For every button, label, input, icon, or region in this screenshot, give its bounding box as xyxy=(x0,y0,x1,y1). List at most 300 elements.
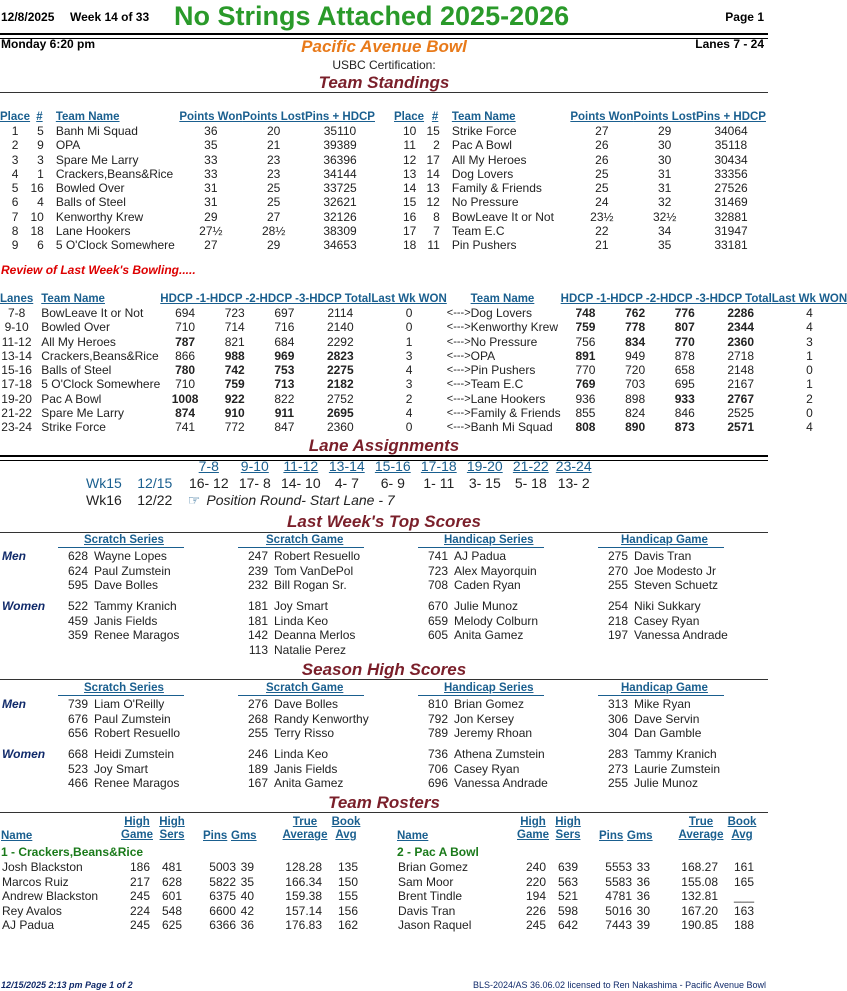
points-lost-cell: 30 xyxy=(658,138,672,153)
score-value: 810 xyxy=(427,697,448,711)
team-name-cell: BowLeave It or Not xyxy=(451,209,554,224)
team-num-cell: 8 xyxy=(433,209,440,224)
hdcp-total-cell: 2286 xyxy=(727,306,755,320)
page-number: Page 1 xyxy=(725,10,764,24)
bowler-name: Wayne Lopes xyxy=(94,549,167,563)
points-lost-cell: 31 xyxy=(658,181,672,196)
team-name-cell: Crackers,Beans&Rice xyxy=(41,348,159,363)
high-series: 481 xyxy=(161,860,182,874)
team-name-cell: OPA xyxy=(470,348,496,363)
score-value: 741 xyxy=(427,549,448,563)
league-title: No Strings Attached 2025-2026 xyxy=(174,1,570,31)
pointing-hand-icon: ☞ xyxy=(187,492,201,508)
player-name: Jason Raquel xyxy=(398,918,472,933)
score-value: 656 xyxy=(67,726,88,740)
roster-col-header: Name xyxy=(1,830,33,842)
score-value: 708 xyxy=(427,578,448,592)
hdcp-total-cell: 2695 xyxy=(326,406,354,421)
lane-pair-header: 17-18 xyxy=(420,458,457,474)
week-label: Wk15 xyxy=(86,475,122,491)
roster-col-header: Pins xyxy=(599,830,624,842)
score-entry xyxy=(422,564,537,579)
vs-arrow: <---> xyxy=(446,392,471,405)
score-value: 247 xyxy=(247,549,268,563)
last-won-cell: 0 xyxy=(806,363,813,378)
score-entry xyxy=(602,578,718,593)
score-col-underline xyxy=(598,695,724,696)
score-entry xyxy=(602,776,698,791)
team-name-cell: All My Heroes xyxy=(451,152,527,167)
points-won-cell: 29 xyxy=(204,209,218,224)
points-won-cell: 31 xyxy=(204,181,218,196)
bowler-name: Athena Zumstein xyxy=(454,747,545,761)
team-num-cell: 14 xyxy=(426,166,440,181)
review-table xyxy=(0,278,847,435)
book-average: 135 xyxy=(337,860,358,874)
pins-hdcp-cell: 34144 xyxy=(323,166,357,181)
team-name-cell: All My Heroes xyxy=(41,334,116,349)
hdcp-3-cell: 822 xyxy=(274,391,295,406)
rosters-divider xyxy=(0,812,768,813)
col-team-name: Team Name xyxy=(470,293,535,305)
score-value: 268 xyxy=(247,711,268,726)
team-num-cell: 18 xyxy=(30,224,44,239)
men-label: Men xyxy=(2,697,26,711)
score-col-underline xyxy=(238,695,364,696)
player-name: Davis Tran xyxy=(398,903,456,918)
review-row xyxy=(0,392,847,406)
matchup-cell: 14- 10 xyxy=(280,475,321,491)
bowler-name: Steven Schuetz xyxy=(634,578,719,592)
last-won-cell: 1 xyxy=(405,334,413,349)
hdcp-2-cell: 703 xyxy=(625,377,646,392)
hdcp-total-cell: 2148 xyxy=(727,363,755,378)
hdcp-3-cell: 846 xyxy=(674,406,695,421)
hdcp-3-cell: 873 xyxy=(674,420,695,435)
bowler-name: Caden Ryan xyxy=(454,578,521,592)
team-num-cell: 7 xyxy=(433,224,440,239)
score-entry xyxy=(602,747,717,762)
col-hdcp-2: HDCP -2- xyxy=(209,293,260,305)
score-value: 595 xyxy=(67,578,88,592)
score-entry xyxy=(422,549,506,564)
col-place: Place xyxy=(394,111,425,123)
score-value: 255 xyxy=(607,776,628,790)
games: 36 xyxy=(240,918,254,933)
score-value: 254 xyxy=(607,599,628,613)
hdcp-1-cell: 1008 xyxy=(171,391,199,406)
player-name: Andrew Blackston xyxy=(2,889,99,904)
hdcp-1-cell: 787 xyxy=(175,334,196,349)
standings-row xyxy=(0,138,375,152)
hdcp-3-cell: 713 xyxy=(274,377,295,392)
team-name-cell: Kenworthy Krew xyxy=(470,320,558,335)
team-num-cell: 12 xyxy=(426,195,440,210)
book-average: 155 xyxy=(337,889,358,904)
bowler-name: Liam O'Reilly xyxy=(94,697,165,711)
bowler-name: Robert Resuello xyxy=(94,726,181,740)
lanes-cell: 15-16 xyxy=(1,363,32,378)
lane-pair-header: 23-24 xyxy=(555,458,592,474)
bowler-name: Julie Munoz xyxy=(634,776,699,790)
bowler-name: Vanessa Andrade xyxy=(454,776,548,790)
score-entry xyxy=(242,726,334,741)
lanes-range: Lanes 7 - 24 xyxy=(695,37,764,51)
team-num-cell: 9 xyxy=(37,138,44,153)
book-average: 188 xyxy=(733,918,754,933)
score-col-header: Scratch Game xyxy=(266,534,344,546)
hdcp-1-cell: 741 xyxy=(175,420,196,435)
col-hdcp-2: HDCP -2- xyxy=(610,293,660,305)
score-entry xyxy=(62,578,158,593)
hdcp-1-cell: 748 xyxy=(575,306,596,320)
pins-hdcp-cell: 31469 xyxy=(714,195,748,210)
bowler-name: Dave Bolles xyxy=(274,697,339,711)
standings-row xyxy=(0,224,375,238)
high-game: 194 xyxy=(525,889,546,904)
lanes-cell: 17-18 xyxy=(1,377,32,392)
hdcp-total-cell: 2182 xyxy=(326,377,354,392)
lanes-cell: 7-8 xyxy=(7,306,26,320)
vs-arrow: <---> xyxy=(446,321,471,334)
team-name-cell: Bowled Over xyxy=(41,320,110,335)
matchup-cell: 5- 18 xyxy=(514,475,547,491)
hdcp-total-cell: 2275 xyxy=(326,363,354,378)
hdcp-3-cell: 776 xyxy=(674,306,695,320)
bowler-name: Tammy Kranich xyxy=(94,599,177,613)
score-entry xyxy=(62,614,157,629)
hdcp-1-cell: 710 xyxy=(175,320,196,335)
hdcp-total-cell: 2823 xyxy=(326,348,354,363)
score-col-header: Scratch Series xyxy=(84,682,164,694)
matchup-cell: 17- 8 xyxy=(238,475,271,491)
team-name-cell: Lane Hookers xyxy=(470,391,546,406)
team-name-cell: Lane Hookers xyxy=(55,224,131,239)
vs-arrow: <---> xyxy=(446,349,471,362)
lanes-cell: 11-12 xyxy=(1,334,32,349)
score-entry xyxy=(62,726,180,741)
lane-pair-header: 21-22 xyxy=(512,458,549,474)
col-points-won: Points Won xyxy=(570,111,634,123)
score-col-underline xyxy=(238,547,364,548)
score-value: 218 xyxy=(607,613,628,628)
place-cell: 5 xyxy=(11,181,19,196)
score-value: 696 xyxy=(427,776,448,790)
high-game: 240 xyxy=(525,860,546,874)
hdcp-2-cell: 723 xyxy=(224,306,245,320)
points-lost-cell: 25 xyxy=(267,195,281,210)
lanes-cell: 21-22 xyxy=(1,406,32,421)
review-row xyxy=(0,363,847,377)
bowler-name: Dave Bolles xyxy=(94,578,159,592)
bowler-name: Julie Munoz xyxy=(454,599,519,613)
roster-col-header: Name xyxy=(397,830,429,842)
pins: 7443 xyxy=(605,918,632,933)
score-entry xyxy=(422,614,538,629)
matchup-cell: 3- 15 xyxy=(468,475,501,491)
games: 36 xyxy=(636,874,650,889)
points-won-cell: 31 xyxy=(204,195,218,210)
points-lost-cell: 23 xyxy=(267,152,281,167)
bowler-name: Niki Sukkary xyxy=(634,599,701,613)
points-lost-cell: 29 xyxy=(267,238,281,253)
team-num-cell: 3 xyxy=(37,152,44,167)
col-team-name: Team Name xyxy=(55,111,120,123)
standings-row xyxy=(0,238,375,252)
last-won-cell: 4 xyxy=(405,363,413,378)
col-points-won: Points Won xyxy=(179,111,243,123)
hdcp-1-cell: 855 xyxy=(575,406,596,421)
standings-row xyxy=(0,167,375,181)
women-label: Women xyxy=(2,599,46,613)
standings-row xyxy=(394,210,766,224)
standings-row xyxy=(0,124,375,138)
games: 39 xyxy=(240,860,254,874)
lane-assign-title: Lane Assignments xyxy=(308,436,460,455)
pins-hdcp-cell: 35118 xyxy=(714,138,748,153)
last-won-cell: 4 xyxy=(405,406,413,421)
score-value: 273 xyxy=(607,761,628,776)
hdcp-total-cell: 2525 xyxy=(727,406,755,421)
lanes-cell: 19-20 xyxy=(1,391,32,406)
score-entry xyxy=(602,697,691,712)
roster-col-header: High Sers xyxy=(159,816,185,841)
hdcp-1-cell: 874 xyxy=(175,406,196,421)
score-value: 670 xyxy=(427,599,448,613)
team-name-cell: Spare Me Larry xyxy=(55,152,139,167)
score-value: 189 xyxy=(247,761,268,776)
bowler-name: Randy Kenworthy xyxy=(274,711,369,726)
score-value: 255 xyxy=(247,726,268,740)
place-cell: 3 xyxy=(11,152,19,167)
lanes-cell: 23-24 xyxy=(1,420,32,435)
team-num-cell: 10 xyxy=(30,209,44,224)
bowler-name: AJ Padua xyxy=(454,549,507,563)
bowler-name: Tom VanDePol xyxy=(274,563,354,578)
standings-row xyxy=(394,138,766,152)
hdcp-1-cell: 936 xyxy=(575,391,596,406)
games: 30 xyxy=(636,903,650,918)
player-name: Brent Tindle xyxy=(398,889,463,904)
hdcp-2-cell: 824 xyxy=(625,406,646,421)
roster-team-name: 1 - Crackers,Beans&Rice xyxy=(1,845,144,859)
roster-col-header: High Game xyxy=(517,816,549,841)
team-name-cell: Pin Pushers xyxy=(451,238,517,253)
hdcp-1-cell: 770 xyxy=(575,363,596,378)
review-row xyxy=(0,420,847,434)
bowler-name: Natalie Perez xyxy=(274,642,347,657)
team-name-cell: Dog Lovers xyxy=(470,306,532,320)
high-series: 601 xyxy=(161,889,182,904)
day-time: Monday 6:20 pm xyxy=(1,37,96,51)
score-col-underline xyxy=(58,547,184,548)
points-won-cell: 26 xyxy=(595,138,609,153)
bowler-name: Anita Gamez xyxy=(454,628,524,642)
hdcp-2-cell: 821 xyxy=(224,334,245,349)
bowler-name: Anita Gamez xyxy=(274,776,344,790)
standings-row xyxy=(394,153,766,167)
report-date: 12/8/2025 xyxy=(1,10,55,24)
standings-row xyxy=(394,224,766,238)
points-lost-cell: 27 xyxy=(267,209,281,224)
score-entry xyxy=(242,614,328,629)
true-average: 167.20 xyxy=(681,903,718,918)
bowler-name: Casey Ryan xyxy=(454,761,520,776)
hdcp-3-cell: 753 xyxy=(274,363,295,378)
standings-row xyxy=(394,181,766,195)
score-value: 359 xyxy=(67,628,88,642)
place-cell: 11 xyxy=(403,138,416,153)
games: 33 xyxy=(636,860,650,874)
high-game: 245 xyxy=(129,918,150,933)
hdcp-total-cell: 2344 xyxy=(727,320,755,335)
col-team-name: Team Name xyxy=(41,293,105,305)
hdcp-2-cell: 742 xyxy=(224,363,245,378)
team-name-cell: 5 O'Clock Somewhere xyxy=(41,377,161,392)
high-series: 598 xyxy=(557,903,578,918)
season-high-title: Season High Scores xyxy=(301,660,467,679)
team-name-cell: Kenworthy Krew xyxy=(55,209,144,224)
score-value: 304 xyxy=(607,726,628,740)
col-points-lost: Points Lost xyxy=(633,111,696,123)
team-name-cell: Pin Pushers xyxy=(470,363,536,378)
score-entry xyxy=(422,776,548,791)
review-row xyxy=(0,406,847,420)
high-game: 224 xyxy=(129,903,150,918)
bowler-name: Vanessa Andrade xyxy=(634,628,728,642)
pins: 4781 xyxy=(605,889,632,904)
place-cell: 2 xyxy=(11,138,19,153)
score-value: 181 xyxy=(247,613,268,628)
bowler-name: Paul Zumstein xyxy=(94,711,171,726)
team-name-cell: Dog Lovers xyxy=(451,166,514,181)
hdcp-1-cell: 759 xyxy=(575,320,596,335)
bowler-name: Heidi Zumstein xyxy=(94,747,175,761)
score-entry xyxy=(242,747,328,762)
book-average: 161 xyxy=(733,860,754,874)
hdcp-2-cell: 759 xyxy=(224,377,245,392)
high-series: 642 xyxy=(557,918,578,933)
high-series: 563 xyxy=(557,874,578,889)
hdcp-2-cell: 922 xyxy=(224,391,245,406)
col-pins-hdcp: Pins + HDCP xyxy=(305,111,375,123)
pins-hdcp-cell: 30434 xyxy=(714,152,748,167)
matchup-cell: 4- 7 xyxy=(334,475,359,491)
col-pins-hdcp: Pins + HDCP xyxy=(696,111,766,123)
last-won-cell: 4 xyxy=(806,320,813,335)
score-col-header: Scratch Series xyxy=(84,534,164,546)
score-entry xyxy=(422,697,524,712)
place-cell: 16 xyxy=(402,209,417,224)
score-col-underline xyxy=(418,695,544,696)
hdcp-1-cell: 710 xyxy=(175,377,196,392)
bowler-name: Joy Smart xyxy=(274,599,329,613)
standings-row xyxy=(0,153,375,167)
place-cell: 1 xyxy=(11,124,19,138)
place-cell: 4 xyxy=(11,166,19,181)
last-won-cell: 0 xyxy=(405,420,413,435)
last-won-cell: 2 xyxy=(405,391,413,406)
score-value: 270 xyxy=(607,563,628,578)
women-label: Women xyxy=(2,747,46,761)
bowler-name: Melody Colburn xyxy=(454,613,539,628)
team-name-cell: Pac A Bowl xyxy=(41,391,102,406)
score-entry xyxy=(602,549,691,564)
score-entry xyxy=(242,762,337,777)
high-series: 639 xyxy=(557,860,578,874)
bowler-name: Casey Ryan xyxy=(634,613,700,628)
week-label: Week 14 of 33 xyxy=(70,10,150,24)
bowler-name: Joe Modesto Jr xyxy=(634,563,717,578)
true-average: 190.85 xyxy=(681,918,718,933)
pins-hdcp-cell: 39389 xyxy=(323,138,357,153)
true-average: 166.34 xyxy=(285,874,322,889)
book-average: ___ xyxy=(733,889,754,904)
matchup-cell: 6- 9 xyxy=(380,475,405,491)
week-date: 12/22 xyxy=(137,492,173,508)
hdcp-1-cell: 780 xyxy=(175,363,196,378)
score-col-underline xyxy=(418,547,544,548)
col-hdcp-total: HDCP Total xyxy=(709,293,772,305)
score-col-header: Handicap Game xyxy=(621,534,708,546)
team-name-cell: No Pressure xyxy=(470,334,538,349)
score-entry xyxy=(602,762,720,777)
points-won-cell: 22 xyxy=(595,224,609,239)
team-num-cell: 5 xyxy=(37,124,44,138)
points-won-cell: 25 xyxy=(595,181,609,196)
high-game: 217 xyxy=(129,874,150,889)
score-entry xyxy=(242,549,360,564)
score-col-header: Handicap Series xyxy=(444,534,534,546)
score-col-header: Handicap Series xyxy=(444,682,534,694)
team-name-cell: Family & Friends xyxy=(470,406,561,421)
pins: 5822 xyxy=(209,874,236,889)
score-value: 736 xyxy=(427,747,448,761)
team-name-cell: Strike Force xyxy=(41,420,106,435)
score-entry xyxy=(62,762,148,777)
points-won-cell: 27 xyxy=(204,238,218,253)
high-series: 628 xyxy=(161,874,182,889)
points-lost-cell: 32 xyxy=(658,195,672,210)
week16-row xyxy=(86,492,596,509)
score-entry xyxy=(62,697,164,712)
hdcp-2-cell: 720 xyxy=(625,363,646,378)
standings-row xyxy=(0,195,375,209)
bowler-name: Renee Maragos xyxy=(94,776,180,790)
games: 39 xyxy=(636,918,650,933)
hdcp-total-cell: 2292 xyxy=(326,334,354,349)
score-value: 283 xyxy=(607,747,628,761)
bowler-name: Laurie Zumstein xyxy=(634,761,721,776)
team-name-cell: Pac A Bowl xyxy=(451,138,512,153)
bowler-name: Tammy Kranich xyxy=(634,747,717,761)
standings-title: Team Standings xyxy=(318,73,450,92)
week15-row xyxy=(86,475,596,492)
games: 36 xyxy=(636,889,650,904)
team-name-cell: Crackers,Beans&Rice xyxy=(55,166,174,181)
points-lost-cell: 29 xyxy=(658,124,672,138)
score-entry xyxy=(602,712,699,727)
score-entry xyxy=(602,614,699,629)
roster-col-header: Gms xyxy=(627,830,653,842)
score-value: 706 xyxy=(427,761,448,776)
team-num-cell: 11 xyxy=(427,238,440,253)
score-value: 605 xyxy=(427,628,448,642)
review-row xyxy=(0,349,847,363)
points-lost-cell: 31 xyxy=(658,166,672,181)
pins-hdcp-cell: 38309 xyxy=(323,224,357,239)
team-name-cell: No Pressure xyxy=(451,195,519,210)
